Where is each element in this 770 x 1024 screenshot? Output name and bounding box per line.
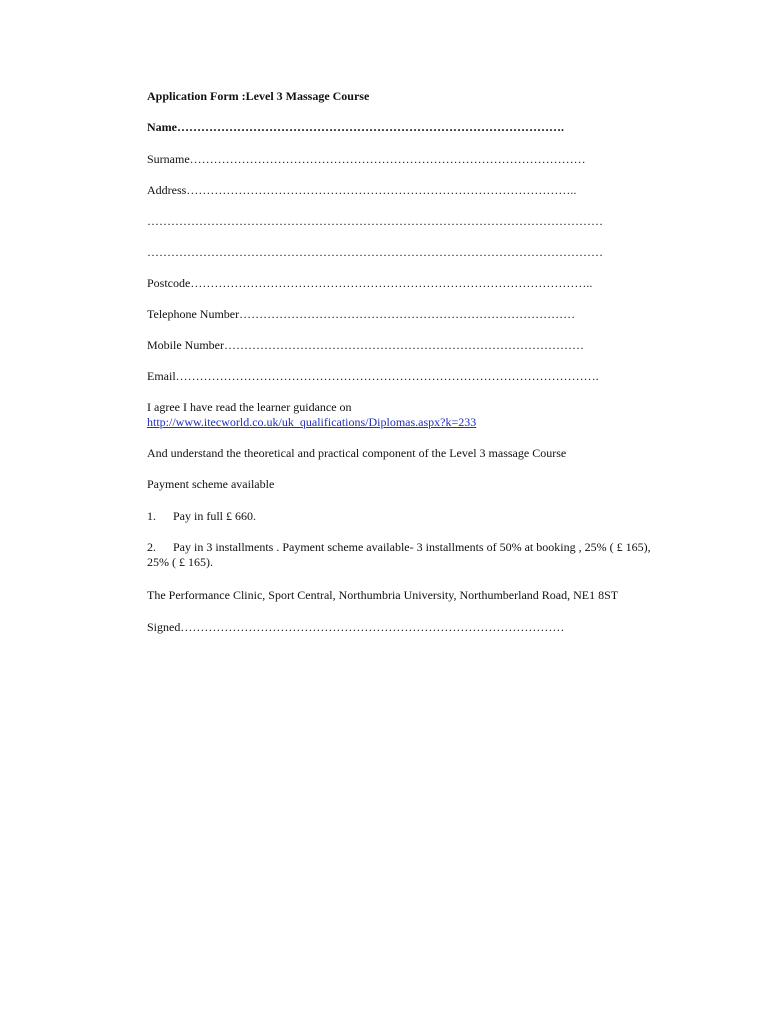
telephone-field[interactable]: Telephone Number………………………………………………………………………… (147, 307, 576, 321)
address-line-2[interactable]: …………………………………………………………………………………………………… (147, 214, 603, 228)
name-field[interactable]: Name……………………………………………………………………………………. (147, 120, 564, 134)
signed-field[interactable]: Signed…………………………………………………………………………………… (147, 620, 565, 634)
option-1-number: 1. (147, 509, 156, 523)
clinic-address: The Performance Clinic, Sport Central, Northumbria University, Northumberland Road, NE1 8ST (147, 588, 619, 602)
payment-heading: Payment scheme available (147, 477, 275, 491)
form-title: Application Form :Level 3 Massage Course (147, 89, 370, 103)
understand-text: And understand the theoretical and practical component of the Level 3 massage Course (147, 446, 567, 460)
option-1-text: Pay in full £ 660. (173, 509, 256, 523)
surname-field[interactable]: Surname……………………………………………………………………………………… (147, 152, 586, 166)
mobile-field[interactable]: Mobile Number……………………………………………………………………………… (147, 338, 584, 352)
address-line-3[interactable]: …………………………………………………………………………………………………… (147, 245, 603, 259)
payment-option-2 (147, 540, 662, 570)
email-field[interactable]: Email……………………………………………………………………………………………. (147, 369, 599, 383)
guidance-link[interactable]: http://www.itecworld.co.uk/uk_qualifications/Diplomas.aspx?k=233 (147, 415, 477, 429)
agree-text: I agree I have read the learner guidance on (147, 400, 352, 414)
payment-option-1 (147, 509, 256, 524)
option-2-text: Pay in 3 installments . Payment scheme available- 3 installments of 50% at booking , 25% ( £ 165), 25% ( £ 165). (147, 540, 651, 569)
option-2-number: 2. (147, 540, 156, 554)
address-field[interactable]: Address…………………………………………………………………………………….. (147, 183, 577, 197)
postcode-field[interactable]: Postcode……………………………………………………………………………………….. (147, 276, 593, 290)
